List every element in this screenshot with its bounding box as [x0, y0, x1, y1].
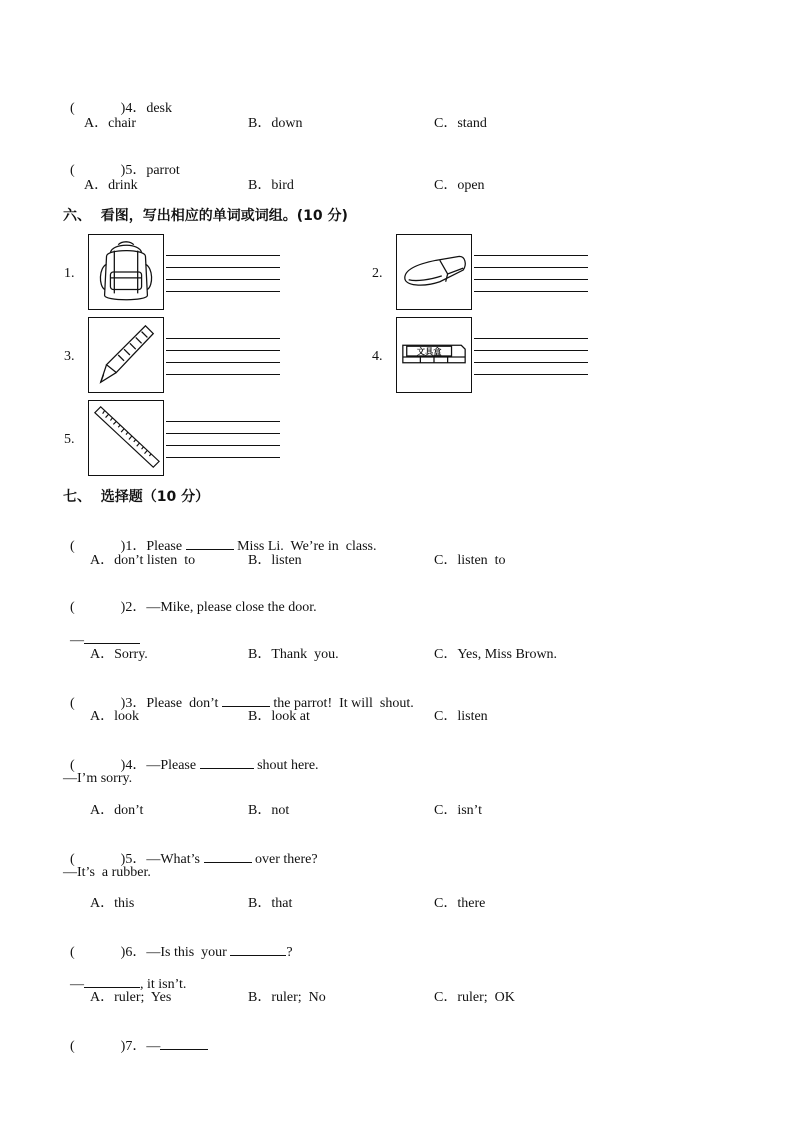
q7-1-stem [63, 521, 376, 555]
question-text: over there? [251, 852, 318, 867]
option-b: B．ruler; No [248, 990, 326, 1005]
item-number: 5. [64, 432, 75, 447]
paren-open: ( [70, 539, 75, 554]
q7-5-reply: —It’s a rubber. [63, 865, 151, 880]
option-a: A．drink [84, 178, 138, 193]
writing-lines[interactable] [166, 255, 280, 303]
ruler-icon [89, 401, 163, 475]
item-number: 4. [372, 349, 383, 364]
option-c: C．isn’t [434, 803, 482, 818]
paren-open: ( [70, 696, 75, 711]
answer-blank[interactable] [204, 850, 252, 863]
q7-2-reply [63, 615, 140, 649]
option-b: B．not [248, 803, 290, 818]
q7-6-reply [63, 959, 186, 993]
option-a: A．look [90, 709, 139, 724]
question-text: )4．desk [120, 101, 172, 116]
paren-open: ( [70, 758, 75, 773]
answer-blank[interactable] [200, 756, 254, 769]
option-b: B．bird [248, 178, 294, 193]
paren-open: ( [70, 101, 75, 116]
option-a: A．this [90, 896, 135, 911]
eraser-icon [397, 235, 471, 309]
q7-5-stem [63, 834, 318, 868]
option-b: B．that [248, 896, 293, 911]
q5-5-stem [63, 147, 180, 179]
item-number: 2. [372, 266, 383, 281]
option-b: B．down [248, 116, 303, 131]
pencil-box-icon [397, 318, 471, 392]
pencil-box-label: 文具盒 [416, 346, 442, 357]
answer-blank[interactable] [160, 1037, 208, 1050]
picture-frame [88, 317, 164, 393]
question-text: )7．— [120, 1039, 161, 1054]
q7-7-stem [63, 1021, 208, 1055]
option-a: A．don’t listen to [90, 553, 196, 568]
question-text: )5．—What’s [120, 852, 204, 867]
question-text: )6．—Is this your [120, 945, 231, 960]
picture-frame [88, 234, 164, 310]
question-text: )3．Please don’t [120, 696, 222, 711]
q7-2-stem [63, 584, 317, 616]
option-b: B．look at [248, 709, 310, 724]
answer-blank[interactable] [186, 537, 234, 550]
section-7-heading: 七、 选择题（10 分） [63, 489, 210, 505]
item-number: 3. [64, 349, 75, 364]
q5-4-stem [63, 85, 172, 117]
question-text: )4．—Please [120, 758, 200, 773]
reply-text: , it isn’t. [140, 977, 187, 992]
option-b: B．listen [248, 553, 302, 568]
dash: — [70, 977, 84, 992]
answer-blank[interactable] [84, 975, 140, 988]
q7-4-reply: —I’m sorry. [63, 771, 133, 786]
option-a: A．Sorry. [90, 647, 148, 662]
paren-open: ( [70, 163, 75, 178]
crayon-icon [89, 318, 163, 392]
option-c: C．stand [434, 116, 487, 131]
writing-lines[interactable] [474, 255, 588, 303]
item-number: 1. [64, 266, 75, 281]
option-c: C．listen [434, 709, 488, 724]
picture-frame [88, 400, 164, 476]
option-a: A．don’t [90, 803, 144, 818]
question-text: shout here. [253, 758, 319, 773]
writing-lines[interactable] [166, 421, 280, 469]
option-c: C．ruler; OK [434, 990, 515, 1005]
option-c: C．there [434, 896, 486, 911]
backpack-icon [89, 235, 163, 309]
question-text: the parrot! It will shout. [269, 696, 414, 711]
option-b: B．Thank you. [248, 647, 339, 662]
option-a: A．chair [84, 116, 137, 131]
picture-frame [396, 317, 472, 393]
answer-blank[interactable] [230, 943, 286, 956]
q7-3-stem [63, 678, 414, 712]
picture-frame [396, 234, 472, 310]
paren-open: ( [70, 945, 75, 960]
question-text: )5．parrot [120, 163, 180, 178]
section-6-heading: 六、 看图，写出相应的单词或词组。(10 分) [63, 208, 348, 224]
answer-blank[interactable] [84, 631, 140, 644]
option-a: A．ruler; Yes [90, 990, 172, 1005]
answer-blank[interactable] [222, 694, 270, 707]
paren-open: ( [70, 852, 75, 867]
question-text: )1．Please [120, 539, 186, 554]
option-c: C．open [434, 178, 485, 193]
q7-4-stem [63, 740, 319, 774]
question-text: ? [286, 945, 293, 960]
writing-lines[interactable] [474, 338, 588, 386]
paren-open: ( [70, 600, 75, 615]
dash: — [70, 633, 84, 648]
question-text: Miss Li. We’re in class. [233, 539, 377, 554]
q7-6-stem [63, 927, 293, 961]
paren-open: ( [70, 1039, 75, 1054]
option-c: C．Yes, Miss Brown. [434, 647, 558, 662]
question-text: )2．—Mike, please close the door. [120, 600, 317, 615]
writing-lines[interactable] [166, 338, 280, 386]
option-c: C．listen to [434, 553, 506, 568]
